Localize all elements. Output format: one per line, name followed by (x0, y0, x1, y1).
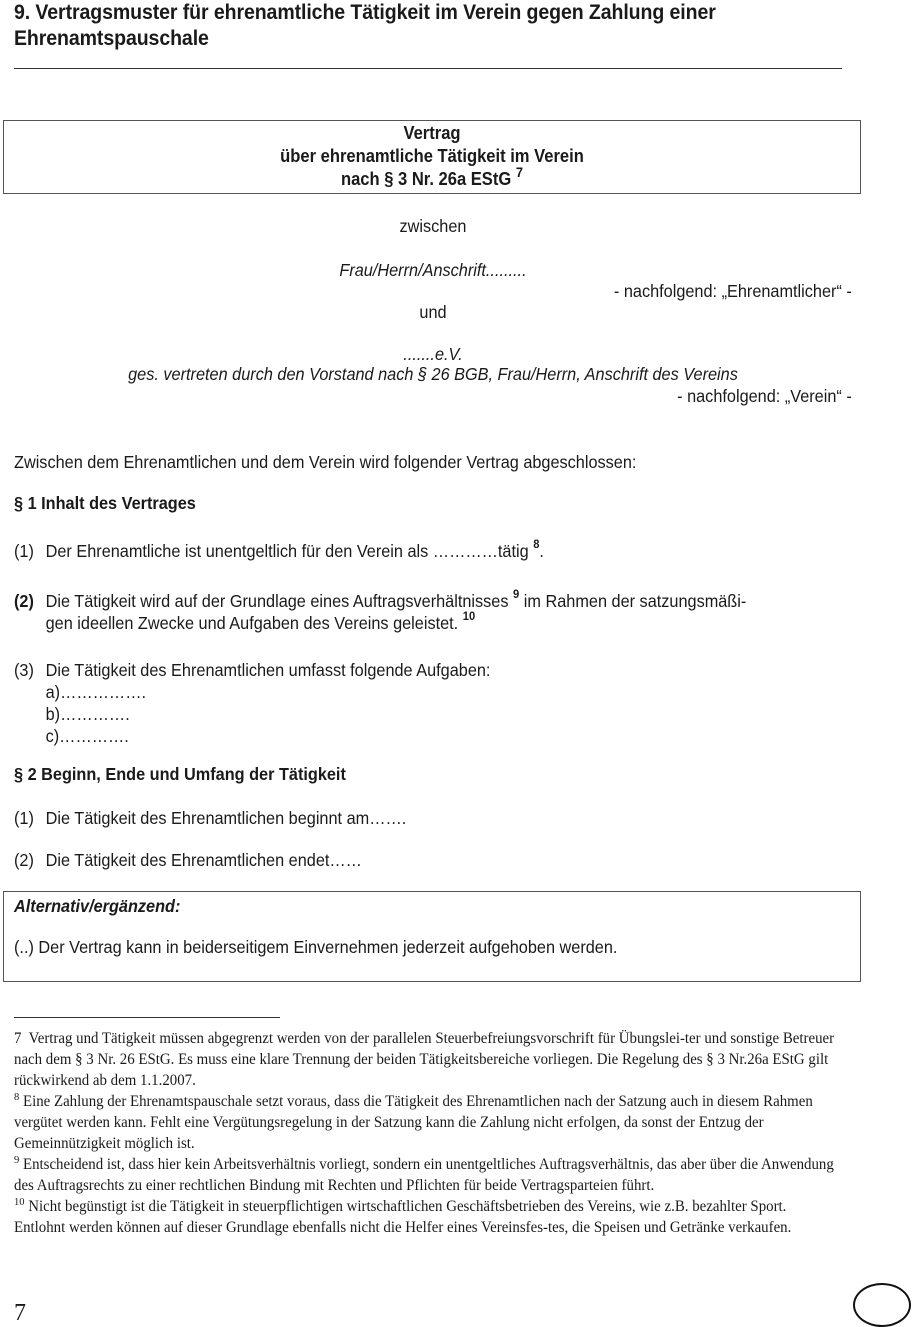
page-number: 7 (14, 1300, 26, 1326)
section1-para3 (14, 659, 490, 747)
section1-heading: § 1 Inhalt des Vertrages (14, 493, 196, 513)
club-placeholder: .......e.V. (403, 344, 463, 364)
footnote-7 (14, 1028, 840, 1091)
between-label: zwischen (399, 216, 467, 236)
section1-para2 (14, 587, 747, 634)
footnote-10 (14, 1196, 840, 1238)
document-title: 9. Vertragsmuster für ehrenamtliche Tätigkeit im Verein gegen Zahlung einer Ehrenamtspauschale (14, 1, 716, 50)
section2-para1 (14, 807, 406, 829)
footnote-9 (14, 1154, 840, 1196)
para-text: Die Tätigkeit des Ehrenamtlichen umfasst folgende Aufgaben: (45, 660, 491, 680)
club-designation: - nachfolgend: „Verein“ - (677, 386, 852, 406)
and-label: und (419, 302, 447, 322)
para-number: (2) (14, 591, 34, 611)
para-number: (2) (14, 850, 34, 870)
task-item-b: b)…………. (45, 704, 130, 724)
para-number: (1) (14, 808, 34, 828)
footnote-number: 7 (14, 1030, 22, 1047)
title-underline (14, 68, 842, 69)
circle-mark-icon (853, 1283, 911, 1327)
footnote-number: 8 (14, 1091, 20, 1103)
section2-heading: § 2 Beginn, Ende und Umfang der Tätigkeit (14, 764, 346, 784)
section2-para2 (14, 849, 362, 871)
footnote-text: Eine Zahlung der Ehrenamtspauschale setzt voraus, dass die Tätigkeit des Ehrenamtlichen nach der Satzung auch in diesem Rahmen vergütet werden kann. Fehlt eine Vergütungsregelung in der Satzung kann die Zahlung nicht erfolgen, da sonst der Entzug der Gemeinnützigkeit möglich ist. (14, 1093, 813, 1152)
footnote-8 (14, 1091, 840, 1154)
footnotes (14, 1028, 840, 1238)
contract-title-line2: über ehrenamtliche Tätigkeit im Verein (280, 146, 584, 166)
footnote-text: Entscheidend ist, dass hier kein Arbeitsverhältnis vorliegt, sondern ein unentgeltliches Auftragsverhältnis, das aber über die Anwendung des Auftragsrechts zu einer rechtlichen Bindung mit Rechten und Pflichten für beide Vertragsparteien führt. (14, 1156, 834, 1194)
alternative-text: (..) Der Vertrag kann in beiderseitigem Einvernehmen jederzeit aufgehoben werden. (14, 937, 618, 957)
contract-title-line3 (38, 164, 826, 191)
para-text: Die Tätigkeit des Ehrenamtlichen beginnt am……. (45, 808, 407, 828)
footnote-ref-10[interactable]: 10 (462, 609, 476, 623)
footnote-number: 10 (14, 1196, 25, 1208)
para-text: Die Tätigkeit des Ehrenamtlichen endet…… (45, 850, 362, 870)
contract-title-box (3, 120, 861, 194)
footnote-number: 9 (14, 1154, 20, 1166)
person-placeholder: Frau/Herrn/Anschrift......... (339, 260, 527, 280)
para-text: Der Ehrenamtliche ist unentgeltlich für den Verein als …………tätig (45, 541, 529, 561)
section1-para1 (14, 537, 544, 562)
alternative-heading: Alternativ/ergänzend: (14, 896, 181, 916)
para-text-line2: gen ideellen Zwecke und Aufgaben des Vereins geleistet. (45, 613, 459, 633)
footnote-text: Vertrag und Tätigkeit müssen abgegrenzt werden von der parallelen Steuerbefreiungsvorschrift für Übungslei-ter und sonstige Betreuer nach dem § 3 Nr. 26 EStG. Es muss eine klare Trennung der beiden Tätigkeitsbereiche vorliegen. Die Regelung des § 3 Nr.26a EStG gilt rückwirkend ab dem 1.1.2007. (14, 1030, 835, 1089)
person-designation: - nachfolgend: „Ehrenamtlicher“ - (614, 281, 852, 301)
period: . (539, 541, 544, 561)
task-item-a: a)……………. (45, 682, 147, 702)
footnote-ref-9[interactable]: 9 (513, 587, 520, 601)
para-number: (1) (14, 541, 34, 561)
para-text-cont: im Rahmen der satzungsmäßi- (523, 591, 747, 611)
footnote-ref-8[interactable]: 8 (533, 537, 540, 551)
club-representation: ges. vertreten durch den Vorstand nach § 26 BGB, Frau/Herrn, Anschrift des Vereins (128, 364, 738, 384)
contract-intro: Zwischen dem Ehrenamtlichen und dem Verein wird folgender Vertrag abgeschlossen: (14, 452, 637, 472)
para-text: Die Tätigkeit wird auf der Grundlage eines Auftragsverhältnisses (45, 591, 509, 611)
para-number: (3) (14, 660, 34, 680)
task-item-c: c)…………. (45, 726, 129, 746)
contract-title-line1: Vertrag (403, 123, 461, 143)
footnote-separator (14, 1017, 280, 1018)
contract-legal-basis: nach § 3 Nr. 26a EStG (340, 169, 512, 189)
footnote-ref-7[interactable]: 7 (515, 164, 524, 180)
footnote-text: Nicht begünstigt ist die Tätigkeit in steuerpflichtigen wirtschaftlichen Geschäftsbetrieben des Vereins, wie z.B. bezahlter Sport. Entlohnt werden können auf dieser Grundlage ebenfalls nicht die Helfer eines Vereinsfes-tes, die Speisen und Getränke verkaufen. (14, 1198, 792, 1236)
